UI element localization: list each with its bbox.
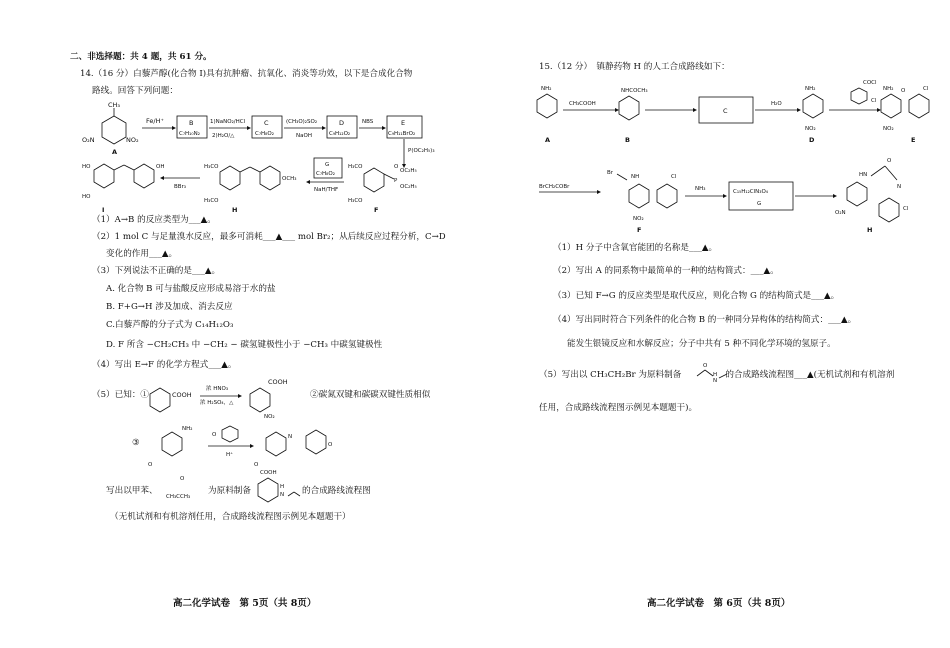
svg-text:NaOH: NaOH: [296, 133, 312, 139]
q15-sub4: （4）写出同时符合下列条件的化合物 B 的一种同分异构体的结构简式：___▲。: [553, 315, 857, 325]
svg-text:NO₂: NO₂: [805, 126, 816, 132]
svg-text:HO: HO: [82, 194, 91, 200]
svg-text:BBr₃: BBr₃: [174, 184, 187, 190]
q14-sub5-label: （5）已知：①: [92, 390, 150, 400]
svg-text:B: B: [189, 119, 194, 127]
q14-sub1: （1）A→B 的反应类型为___▲。: [92, 215, 216, 225]
q14-option-b: B. F+G→H 涉及加成、消去反应: [106, 302, 233, 312]
svg-text:O₂N: O₂N: [835, 210, 846, 216]
svg-text:O₂N: O₂N: [82, 136, 95, 144]
svg-text:H: H: [232, 206, 238, 214]
q14-sub2-line1: （2）1 mol C 与足量溴水反应，最多可消耗___▲___ mol Br₂；从后续反应过程分析，C→D: [92, 232, 446, 242]
svg-text:CH₃COOH: CH₃COOH: [569, 101, 596, 107]
blank-marker: ▲: [806, 370, 814, 380]
q14-synthesis-scheme: [82, 102, 467, 217]
svg-text:NH₂: NH₂: [805, 86, 816, 92]
svg-text:OH: OH: [156, 164, 165, 170]
blank-marker: ▲: [824, 291, 831, 301]
svg-text:Cl: Cl: [671, 174, 677, 180]
acetone-structure: [160, 472, 210, 502]
svg-text:Br: Br: [607, 170, 614, 176]
svg-text:CH₃CCH₃: CH₃CCH₃: [166, 494, 191, 500]
svg-text:NH₂: NH₂: [883, 86, 894, 92]
svg-text:C₁₅H₁₂ClN₃O₄: C₁₅H₁₂ClN₃O₄: [733, 189, 769, 195]
blank-marker: ▲: [275, 232, 283, 242]
svg-text:P: P: [394, 178, 398, 184]
right-page: [475, 0, 950, 648]
q14-sub3: （3）下列说法不正确的是___▲。: [92, 266, 221, 276]
q14-sub5-note: （无机试剂和有机溶剂任用，合成路线流程图示例见本题题干）: [110, 512, 351, 522]
q14-option-d: D. F 所含 −CH₂CH₃ 中 −CH₂ − 碳氢键极性小于 −CH₃ 中碳氢键极性: [106, 340, 383, 350]
svg-text:O: O: [254, 462, 259, 468]
svg-text:G: G: [325, 162, 330, 168]
q15-sub3: （3）已知 F→G 的反应类型是取代反应，则化合物 G 的结构简式是___▲。: [553, 291, 840, 301]
svg-text:A: A: [545, 136, 551, 144]
q15-sub1: （1）H 分子中含氧官能团的名称是___▲。: [553, 243, 718, 253]
svg-text:O: O: [887, 158, 892, 164]
q14-intro-line2: 路线。回答下列问题：: [92, 86, 178, 96]
q14-sub2-line2: 变化的作用___▲。: [106, 249, 178, 259]
svg-text:2)H₂O/△: 2)H₂O/△: [212, 133, 235, 139]
right-page-footer: 高二化学试卷 第 6页（共 8页）: [647, 598, 791, 609]
left-page-footer: 高二化学试卷 第 5页（共 8页）: [173, 598, 317, 609]
blank-marker: ▲: [204, 266, 212, 276]
q14-option-c: C.白藜芦醇的分子式为 C₁₄H₁₂O₃: [106, 320, 234, 330]
svg-text:HN: HN: [859, 172, 868, 178]
q15-intro: 15.（12 分） 镇静药物 H 的人工合成路线如下：: [539, 62, 730, 72]
compound-a-structure: [82, 101, 139, 156]
svg-text:P(OC₂H₅)₃: P(OC₂H₅)₃: [408, 148, 435, 154]
svg-text:O: O: [394, 164, 399, 170]
svg-text:O: O: [328, 442, 333, 448]
svg-text:NO₂: NO₂: [633, 216, 644, 222]
svg-text:H: H: [867, 226, 873, 234]
svg-text:C₇H₁₀N₂: C₇H₁₀N₂: [179, 131, 200, 137]
svg-text:NHCOCH₃: NHCOCH₃: [621, 88, 648, 94]
svg-text:O: O: [180, 476, 185, 482]
svg-text:A: A: [112, 148, 118, 156]
svg-text:H₃CO: H₃CO: [348, 164, 363, 170]
svg-text:Cl: Cl: [923, 86, 929, 92]
svg-text:O: O: [901, 88, 906, 94]
q14-known-note-2: ②碳氮双键和碳碳双键性质相似: [310, 390, 431, 400]
svg-text:H₃CO: H₃CO: [204, 164, 219, 170]
q14-sub5-task2: 为原料制备: [208, 486, 251, 496]
svg-text:C: C: [264, 119, 269, 127]
q15-sub4-conditions: 能发生银镜反应和水解反应；分子中共有 5 种不同化学环境的氢原子。: [567, 339, 836, 349]
svg-text:COOH: COOH: [268, 378, 288, 386]
svg-text:NO₂: NO₂: [883, 126, 894, 132]
svg-text:Cl: Cl: [871, 98, 877, 104]
svg-text:F: F: [374, 206, 379, 214]
q15-synthesis-scheme: [537, 80, 937, 240]
svg-text:OC₂H₅: OC₂H₅: [400, 168, 417, 174]
svg-text:H₃CO: H₃CO: [204, 198, 219, 204]
svg-text:H: H: [713, 372, 718, 378]
svg-text:B: B: [625, 136, 630, 144]
q15-sub2: （2）写出 A 的同系物中最简单的一种的结构简式：___▲。: [553, 266, 779, 276]
q15-target-amide: [693, 360, 733, 384]
svg-text:C₇H₈O₂: C₇H₈O₂: [316, 171, 335, 177]
svg-text:NBS: NBS: [362, 119, 374, 125]
q14-sub5-task3: 的合成路线流程图: [302, 486, 371, 496]
svg-text:N: N: [288, 434, 293, 440]
q15-sub5-line1: （5）写出以 CH₃CH₂Br 为原料制备 的合成路线流程图___▲(无机试剂和有机溶剂: [539, 370, 895, 380]
svg-text:N: N: [713, 378, 718, 384]
svg-text:C₇H₈O₂: C₇H₈O₂: [255, 131, 274, 137]
svg-text:N: N: [280, 492, 285, 498]
svg-text:COCl: COCl: [863, 80, 877, 86]
svg-text:G: G: [757, 201, 762, 207]
svg-text:E: E: [911, 136, 916, 144]
svg-text:NaH/THF: NaH/THF: [314, 187, 339, 193]
blank-marker: ▲: [763, 266, 771, 276]
q14-known-reaction-1: [150, 374, 300, 418]
svg-text:E: E: [401, 119, 406, 127]
svg-text:BrCH₂COBr: BrCH₂COBr: [539, 184, 570, 190]
svg-text:O: O: [212, 432, 217, 438]
svg-text:F: F: [637, 226, 642, 234]
svg-text:O: O: [703, 363, 708, 369]
svg-text:I: I: [102, 206, 105, 214]
svg-text:NO₂: NO₂: [126, 136, 139, 144]
svg-text:O: O: [148, 462, 153, 468]
svg-text:NH₂: NH₂: [182, 426, 193, 432]
svg-text:1)NaNO₂/HCl: 1)NaNO₂/HCl: [210, 119, 246, 125]
svg-text:OC₂H₅: OC₂H₅: [400, 184, 417, 190]
q14-option-a: A. 化合物 B 可与盐酸反应形成易溶于水的盐: [106, 284, 276, 294]
svg-text:(CH₃O)₂SO₂: (CH₃O)₂SO₂: [286, 119, 318, 125]
q14-sub5-task: 写出以甲苯、: [106, 486, 158, 496]
svg-text:NH₃: NH₃: [695, 186, 706, 192]
q14-sub4: （4）写出 E→F 的化学方程式___▲。: [92, 360, 237, 370]
svg-text:NH₂: NH₂: [541, 86, 552, 92]
q14-intro-line1: 14.（16 分）白藜芦醇(化合物 I)具有抗肿瘤、抗氧化、消炎等功效，以下是合成化合物: [80, 69, 413, 79]
section-title: 二、非选择题：共 4 题，共 61 分。: [70, 52, 212, 62]
svg-text:H⁺: H⁺: [226, 452, 234, 458]
svg-text:H₃CO: H₃CO: [348, 198, 363, 204]
q14-known-3-label: ③: [132, 438, 140, 448]
svg-text:COOH: COOH: [260, 470, 277, 476]
svg-text:浓 HNO₃: 浓 HNO₃: [206, 386, 229, 392]
svg-text:CH₃: CH₃: [108, 101, 121, 109]
svg-text:C: C: [723, 107, 728, 115]
svg-text:NH: NH: [631, 174, 640, 180]
svg-text:OCH₃: OCH₃: [282, 176, 297, 182]
q15-sub5-line2: 任用，合成路线流程图示例见本题题干)。: [539, 403, 698, 413]
compound-f-structure: [348, 164, 417, 214]
svg-text:C₉H₁₂O₂: C₉H₁₂O₂: [329, 131, 351, 137]
svg-text:HO: HO: [82, 164, 91, 170]
svg-text:D: D: [809, 136, 815, 144]
compound-h-structure: [204, 164, 297, 214]
blank-marker: ▲: [161, 249, 169, 259]
svg-text:H: H: [280, 484, 285, 490]
blank-marker: ▲: [840, 315, 848, 325]
svg-text:H₂O: H₂O: [771, 101, 782, 107]
compound-i-structure: [82, 164, 164, 214]
blank-marker: ▲: [200, 215, 208, 225]
svg-text:C₉H₁₁BrO₂: C₉H₁₁BrO₂: [388, 131, 416, 137]
svg-text:NO₂: NO₂: [264, 414, 275, 420]
blank-marker: ▲: [221, 360, 228, 370]
q14-target-structure: [248, 466, 308, 508]
svg-text:Cl: Cl: [903, 206, 909, 212]
svg-text:D: D: [339, 119, 345, 127]
svg-text:Fe/H⁺: Fe/H⁺: [146, 117, 164, 125]
blank-marker: ▲: [701, 243, 709, 253]
svg-text:COOH: COOH: [172, 391, 192, 399]
svg-text:N: N: [897, 184, 902, 190]
svg-text:浓 H₂SO₄，△: 浓 H₂SO₄，△: [200, 400, 234, 406]
